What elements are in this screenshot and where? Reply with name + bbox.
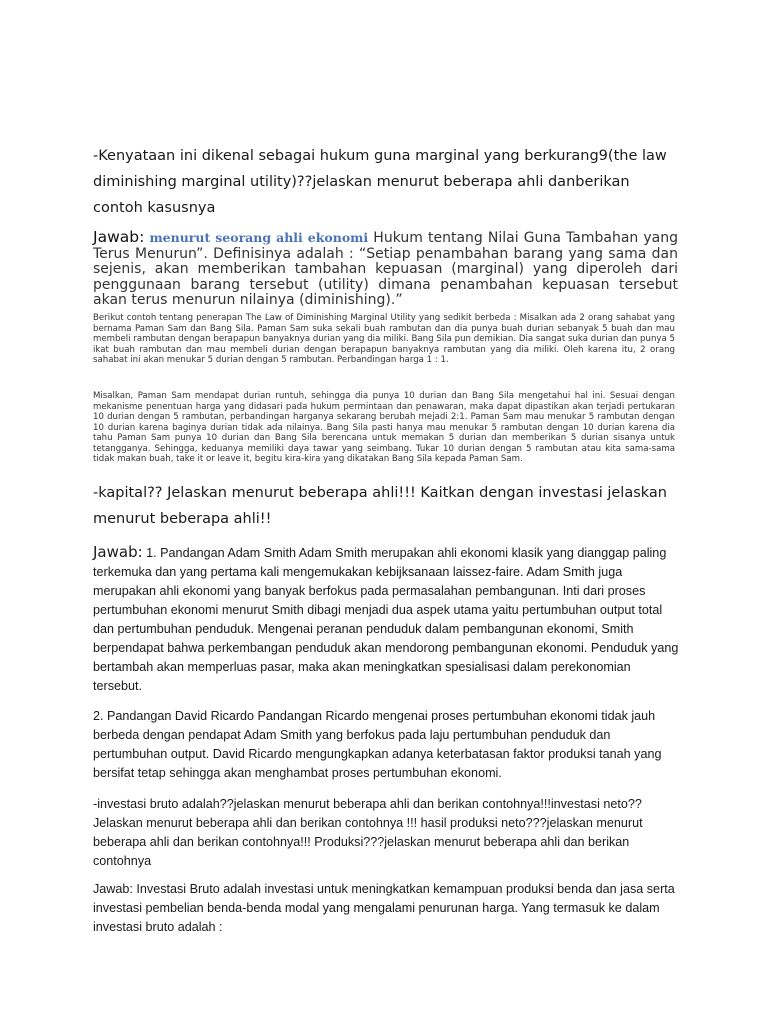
answer-utility bbox=[93, 230, 678, 309]
answer-investment-bruto: Jawab: Investasi Bruto adalah investasi untuk meningkatkan kemampuan produksi benda dan jasa serta investasi pembelian benda-benda modal yang mengalami penurunan harga. Yang termasuk ke dalam investasi bruto adalah : bbox=[93, 882, 675, 934]
answer-label: Jawab: bbox=[93, 543, 143, 561]
example-paragraph-2: Misalkan, Paman Sam mendapat durian runtuh, sehingga dia punya 10 durian dan Bang Sila mengetahui hal ini. Sesuai dengan mekanisme penentuan harga yang didasari pada hukum permintaan dan penawaran, maka dapat dipastikan akan terjadi pertukaran 10 durian dengan 5 rambutan, perbandingan harganya sekarang berubah mejadi 2:1. Paman Sam mau menukar 5 rambutan dengan 10 durian karena baginya durian tidak ada nilainya. Bang Sila pasti hanya mau menukar 5 rambutan dengan 10 durian karena dia tahu Paman Sam punya 10 durian dan Bang Sila berencana untuk memakan 5 durian dan memberikan 5 durian sisanya untuk tetangganya. Sehingga, keduanya memiliki daya tawar yang seimbang. Tukar 10 durian dengan 5 rambutan atau kita sama-sama tidak makan buah, take it or leave it, begitu kira-kira yang dikatakan Bang Sila kepada Paman Sam. bbox=[93, 391, 675, 464]
answer-label: Jawab: bbox=[93, 228, 145, 246]
question-utility: -Kenyataan ini dikenal sebagai hukum guna marginal yang berkurang9(the law diminishing marginal utility)??jelaskan menurut beberapa ahli danberikan contoh kasusnya bbox=[93, 148, 667, 216]
answer-highlight: menurut seorang ahli ekonomi bbox=[149, 230, 369, 245]
question-capital: -kapital?? Jelaskan menurut beberapa ahli!!! Kaitkan dengan investasi jelaskan menurut beberapa ahli!! bbox=[93, 485, 667, 527]
adam-smith-text: 1. Pandangan Adam Smith Adam Smith merupakan ahli ekonomi klasik yang dianggap paling terkemuka dan yang pertama kali mengemukakan kebijksanaan laissez-faire. Adam Smith juga merupakan ahli ekonomi yang banyak berfokus pada permasalahan pembangunan. Inti dari proses pertumbuhan ekonomi menurut Smith dibagi menjadi dua aspek utama yaitu pertumbuhan output total dan pertumbuhan penduduk. Mengenai peranan penduduk dalam pembangunan ekonomi, Smith berpendapat bahwa perkembangan penduduk akan mendorong pembangunan ekonomi. Penduduk yang bertambah akan memperluas pasar, maka akan meningkatkan spesialisasi dalam perekonomian tersebut. bbox=[93, 546, 679, 693]
question-investment: -investasi bruto adalah??jelaskan menurut beberapa ahli dan berikan contohnya!!!investasi neto?? Jelaskan menurut beberapa ahli dan berikan contohnya !!! hasil produksi neto???jelaskan menurut beberapa ahli dan berikan contohnya!!! Produksi???jelaskan menurut beberapa ahli dan berikan contohnya bbox=[93, 797, 643, 868]
answer-adam-smith bbox=[93, 543, 683, 696]
answer-david-ricardo: 2. Pandangan David Ricardo Pandangan Ricardo mengenai proses pertumbuhan ekonomi tidak jauh berbeda dengan pendapat Adam Smith yang berfokus pada laju pertumbuhan penduduk dan pertumbuhan output. David Ricardo mengungkapkan adanya keterbatasan faktor produksi tanah yang bersifat tetap sehingga akan menghambat proses pertumbuhan ekonomi. bbox=[93, 709, 662, 780]
example-paragraph-1: Berikut contoh tentang penerapan The Law of Diminishing Marginal Utility yang sedikit berbeda : Misalkan ada 2 orang sahabat yang bernama Paman Sam dan Bang Sila. Paman Sam suka sekali buah rambutan dan dia punya buah durian sebanyak 5 buah dan mau membeli rambutan dengan berapapun banyaknya durian yang dia miliki. Bang Sila pun demikian. Dia sangat suka durian dan punya 5 ikat buah rambutan dan mau membeli durian dengan berapapun banyaknya rambutan yang dia miliki. Oleh karena itu, 2 orang sahabat ini akan menukar 5 durian dengan 5 rambutan. Perbandingan harga 1 : 1. bbox=[93, 313, 675, 365]
answer-definition: Hukum tentang Nilai Guna Tambahan yang Terus Menurun”. Definisinya adalah : “Setiap penambahan barang yang sama dan sejenis, akan memberikan tambahan kepuasan (marginal) yang diperoleh dari penggunaan barang tersebut (utility) dimana penambahan kepuasan tersebut akan terus menurun nilainya (diminishing).” bbox=[93, 230, 679, 308]
